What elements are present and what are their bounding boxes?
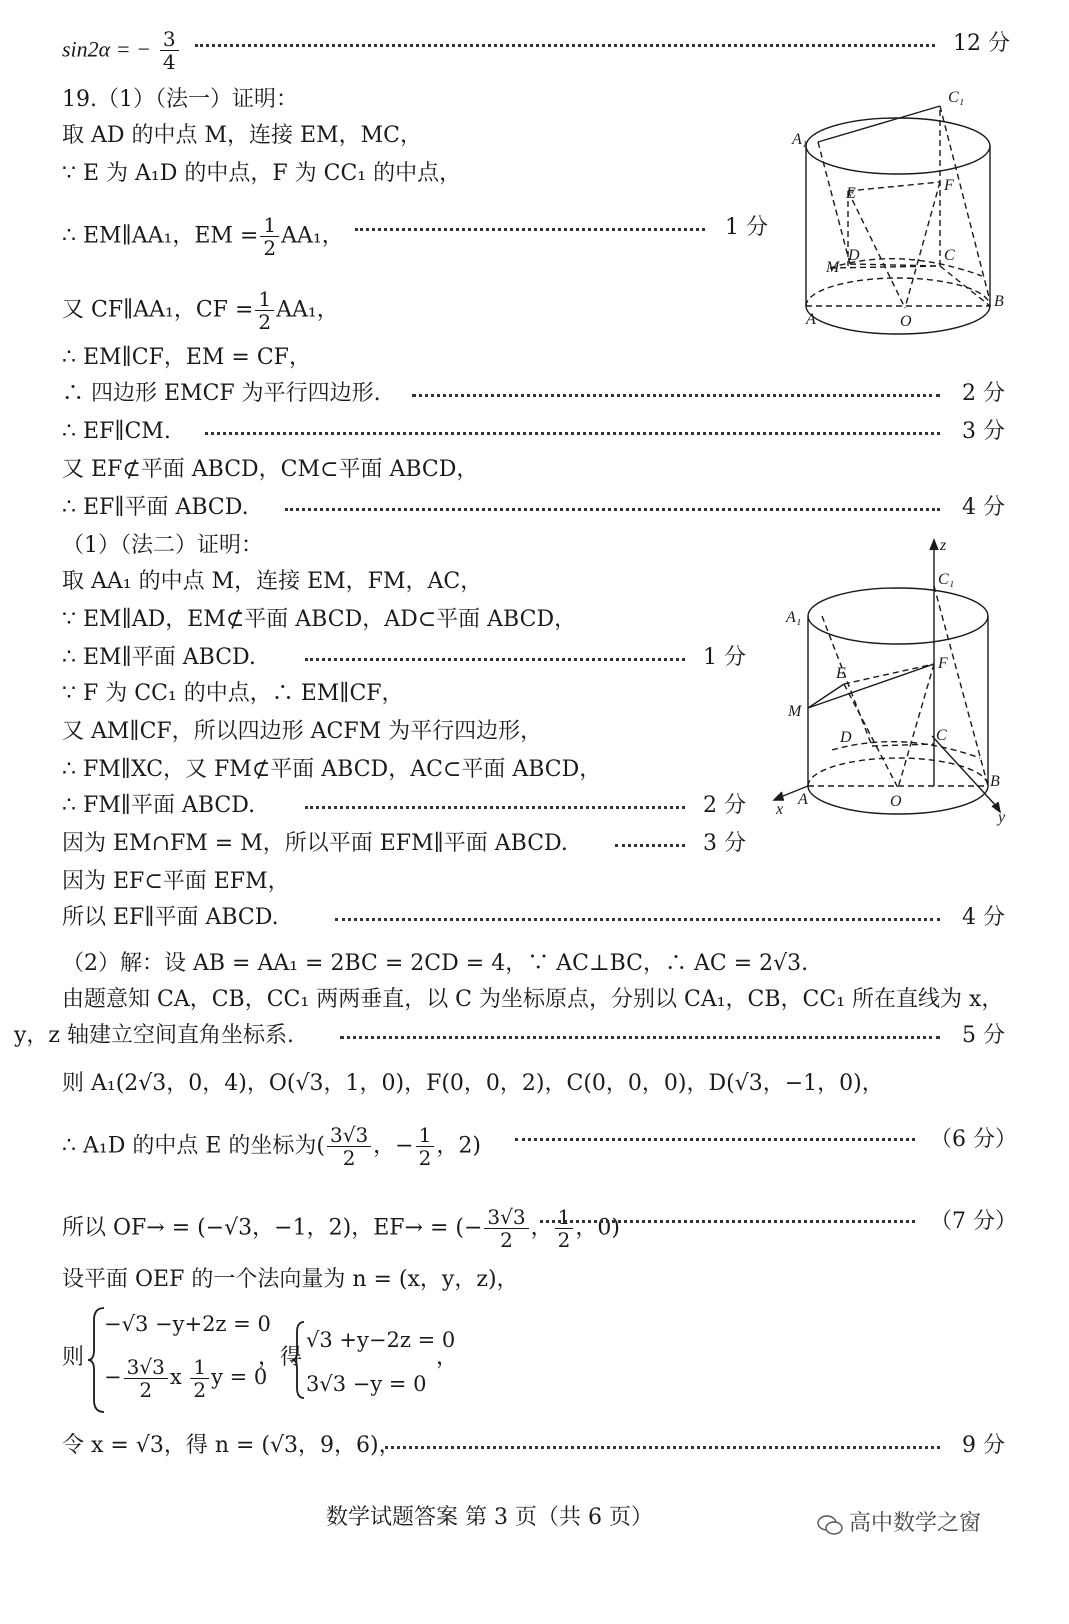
score: 3 分: [703, 831, 746, 856]
frac-den: 2: [557, 1228, 571, 1252]
leader-dots: [205, 426, 940, 435]
label-f: F: [938, 655, 948, 672]
heading-19-1-method1: 19.（1）（法一）证明：: [62, 87, 298, 112]
fraction-half: [260, 214, 279, 259]
frac-num: 3: [160, 28, 179, 51]
fraction-half: [255, 288, 274, 333]
frac-den: 2: [193, 1378, 207, 1402]
label-c: C: [936, 727, 947, 744]
solution-line: 由题意知 CA，CB，CC₁ 两两垂直，以 C 为坐标原点，分别以 CA₁，CB，CC₁ 所在直线为 x，: [62, 987, 1004, 1012]
label-e: E: [836, 665, 846, 682]
frac-num: 1: [260, 214, 279, 237]
frac-den: 2: [418, 1146, 432, 1170]
frac-num: 3√3: [484, 1206, 528, 1229]
frac-num: 3√3: [327, 1124, 371, 1147]
watermark: [816, 1506, 981, 1537]
proof-line: 又 AM∥CF，所以四边形 ACFM 为平行四边形，: [62, 719, 543, 744]
proof-line: 因为 EM∩FM = M，所以平面 EFM∥平面 ABCD.: [62, 831, 568, 856]
leader-dots: [540, 1214, 915, 1223]
text-part: 又 CF∥AA₁，CF =: [62, 297, 254, 323]
leader-dots: [615, 838, 685, 847]
proof-line: ∴ FM∥XC，又 FM⊄平面 ABCD，AC⊂平面 ABCD，: [62, 757, 602, 782]
frac-den: 2: [258, 310, 272, 334]
label-z: z: [940, 537, 947, 554]
frac-num: 3√3: [124, 1356, 168, 1379]
frac-den: 4: [162, 50, 176, 74]
label-b: B: [990, 773, 1000, 790]
label-c: C: [944, 247, 955, 264]
system-end: ，: [436, 1345, 459, 1370]
system-row-2: [104, 1356, 267, 1401]
label-e: E: [846, 185, 856, 202]
score: 12 分: [953, 31, 1010, 56]
frac-den: 2: [342, 1146, 356, 1170]
system2-row-2: 3√3 −y = 0: [306, 1372, 427, 1396]
label-b: B: [994, 293, 1004, 310]
proof-line: 取 AD 的中点 M，连接 EM，MC，: [62, 123, 422, 148]
score: （7 分）: [930, 1209, 1017, 1234]
text-part: ，2): [436, 1133, 481, 1159]
leader-dots: [305, 652, 685, 661]
proof-line-em-half: [62, 214, 344, 259]
text-part: 所以 OF→ = (−√3，−1，2)，EF→ = (−: [62, 1215, 483, 1241]
label-a: A: [806, 311, 816, 328]
proof-line: ∴ FM∥平面 ABCD.: [62, 793, 256, 818]
proof-line: ∵ EM∥AD，EM⊄平面 ABCD，AD⊂平面 ABCD，: [62, 607, 577, 632]
fraction: [555, 1206, 574, 1251]
wechat-icon: [816, 1513, 842, 1535]
leader-dots: [335, 912, 940, 921]
leader-dots: [355, 222, 705, 231]
score: 9 分: [962, 1433, 1005, 1458]
text-part: ，0): [575, 1215, 620, 1241]
frac-den: 2: [500, 1228, 513, 1252]
text-part: −: [104, 1365, 122, 1389]
cylinder-figure-1: [790, 86, 1010, 356]
text-part: x: [169, 1365, 182, 1389]
proof-line: ∴ EF∥平面 ABCD.: [62, 495, 249, 520]
proof-line: ∴ EM∥平面 ABCD.: [62, 645, 256, 670]
label-y: y: [998, 809, 1006, 826]
fraction: [327, 1124, 371, 1169]
line-sin2a: [62, 28, 181, 73]
sin-expression: sin2α = −: [62, 36, 151, 62]
proof-line: ∵ F 为 CC₁ 的中点，∴ EM∥CF，: [62, 681, 404, 706]
label-o: O: [900, 313, 912, 330]
solution-line: y，z 轴建立空间直角坐标系.: [14, 1023, 295, 1048]
frac-den: 2: [263, 236, 277, 260]
score: 1 分: [725, 215, 768, 240]
frac-num: 1: [190, 1356, 209, 1379]
text-part: ，−: [373, 1133, 414, 1159]
score: 4 分: [962, 495, 1005, 520]
label-m: M: [788, 703, 802, 720]
watermark-text: 高中数学之窗: [849, 1511, 982, 1536]
score: 1 分: [703, 645, 746, 670]
system-prefix: 则: [62, 1345, 85, 1370]
fraction: [190, 1356, 209, 1401]
fraction: [416, 1124, 435, 1169]
fraction: [484, 1206, 528, 1251]
proof-line: ∴ EM∥CF，EM = CF，: [62, 345, 311, 370]
proof-line: ∴ 四边形 EMCF 为平行四边形.: [62, 381, 381, 406]
text-part: AA₁，: [281, 223, 344, 249]
leader-dots: [305, 800, 685, 809]
leader-dots: [385, 1440, 940, 1449]
system-row-1: −√3 −y+2z = 0: [104, 1312, 271, 1336]
score: 2 分: [962, 381, 1005, 406]
frac-num: 1: [255, 288, 274, 311]
cylinder-figure-2: [772, 536, 1012, 826]
solution-line: （2）解：设 AB = AA₁ = 2BC = 2CD = 4，∵ AC⊥BC，∴ AC = 2√3.: [62, 951, 809, 976]
system2-row-1: √3 +y−2z = 0: [306, 1328, 456, 1352]
score: 3 分: [962, 419, 1005, 444]
page-footer: 数学试题答案 第 3 页（共 6 页）: [326, 1505, 653, 1530]
proof-line: ∵ E 为 A₁D 的中点，F 为 CC₁ 的中点，: [62, 161, 462, 186]
score: （6 分）: [930, 1127, 1017, 1152]
label-a1: A₁: [786, 609, 802, 626]
text-part: y = 0: [211, 1365, 268, 1389]
solution-line-vectors: [62, 1206, 620, 1251]
solution-line: 令 x = √3，得 n = (√3，9，6)，: [62, 1433, 401, 1458]
frac-num: 1: [555, 1206, 574, 1229]
leader-dots: [515, 1132, 915, 1141]
text-part: AA₁，: [276, 297, 339, 323]
solution-line: 设平面 OEF 的一个法向量为 n = (x，y，z)，: [62, 1267, 519, 1292]
text-part: ∴ EM∥AA₁，EM =: [62, 223, 259, 249]
label-m: M: [826, 259, 840, 276]
score: 5 分: [962, 1023, 1005, 1048]
leader-dots: [195, 38, 935, 47]
label-x: x: [776, 801, 784, 818]
frac-den: 2: [139, 1378, 153, 1402]
label-d: D: [840, 729, 852, 746]
fraction-3-4: [160, 28, 179, 73]
label-a: A: [798, 791, 808, 808]
label-o: O: [890, 793, 902, 810]
text-part: ，: [530, 1215, 553, 1241]
label-c1: C₁: [938, 571, 955, 588]
leader-dots: [412, 388, 940, 397]
frac-num: 1: [416, 1124, 435, 1147]
label-c1: C₁: [948, 89, 965, 106]
score: 4 分: [962, 905, 1005, 930]
proof-line: 因为 EF⊂平面 EFM，: [62, 869, 290, 894]
fraction: [124, 1356, 168, 1401]
score: 2 分: [703, 793, 746, 818]
proof-line: 又 EF⊄平面 ABCD，CM⊂平面 ABCD，: [62, 457, 479, 482]
heading-19-1-method2: （1）（法二）证明：: [62, 533, 263, 558]
leader-dots: [340, 1030, 940, 1039]
text-part: ∴ A₁D 的中点 E 的坐标为(: [62, 1133, 325, 1159]
solution-line: 则 A₁(2√3，0，4)，O(√3，1，0)，F(0，0，2)，C(0，0，0)，D(√3，−1，0)，: [62, 1071, 884, 1096]
proof-line-cf-half: [62, 288, 339, 333]
proof-line: ∴ EF∥CM.: [62, 419, 171, 444]
label-a1: A₁: [792, 131, 808, 148]
solution-line-midpoint-e: [62, 1124, 481, 1169]
proof-line: 所以 EF∥平面 ABCD.: [62, 905, 279, 930]
label-f: F: [944, 177, 954, 194]
proof-line: 取 AA₁ 的中点 M，连接 EM，FM，AC，: [62, 569, 483, 594]
leader-dots: [285, 502, 940, 511]
system-mid: ，得: [258, 1345, 303, 1370]
label-d: D: [848, 247, 860, 264]
